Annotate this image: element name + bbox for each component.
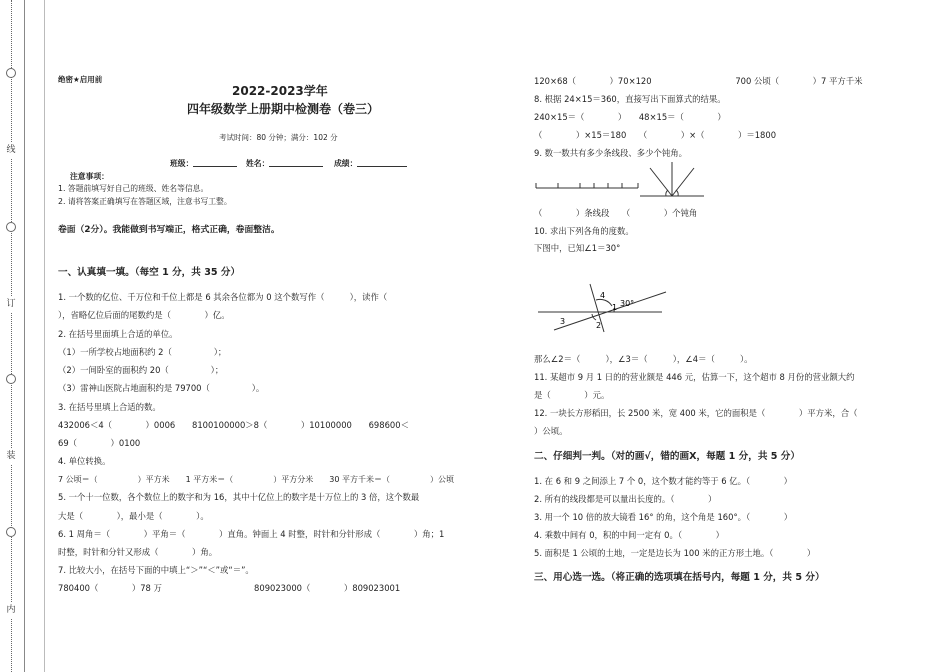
question-line: 780400（ ）78 万 809023000（ ）809023001 xyxy=(58,583,401,593)
question-line: 4. 单位转换。 xyxy=(58,456,111,466)
question-line: （2）一间卧室的面积约 20（ ）； xyxy=(58,365,224,375)
angle-label-4: 4 xyxy=(600,291,606,300)
notes-heading: 注意事项： xyxy=(70,172,109,181)
page-border-line xyxy=(44,0,45,672)
question-line: 大是（ ），最小是（ ）。 xyxy=(58,511,209,521)
angle-arc xyxy=(596,299,612,306)
question-line: 时整，时针和分针又形成（ ）角。 xyxy=(58,547,218,557)
page-title: 四年级数学上册期中检测卷（卷三） xyxy=(187,102,380,116)
class-blank[interactable] xyxy=(193,157,237,167)
neatness-note: 卷面（2分）。我能做到书写端正，格式正确，卷面整洁。 xyxy=(58,225,280,235)
segment-figure xyxy=(534,178,644,194)
binding-margin xyxy=(0,0,24,672)
question-line: 12. 一块长方形稻田，长 2500 米，宽 400 米，它的面积是（ ）平方米，合（ xyxy=(534,408,858,418)
judge-item: 2. 所有的线段都是可以量出长度的。（ ） xyxy=(534,494,717,504)
name-field[interactable] xyxy=(246,157,323,169)
question-line: 9. 数一数共有多少条线段、多少个钝角。 xyxy=(534,148,688,158)
question-line: 7. 比较大小，在括号下面的中填上“＞”“＜”或“＝”。 xyxy=(58,565,254,575)
binding-hole xyxy=(6,374,16,384)
angle-label-3: 3 xyxy=(560,317,566,326)
binding-hole xyxy=(6,68,16,78)
binding-mark-xian: 线 xyxy=(3,142,19,158)
question-line: 10. 求出下列各角的度数。 xyxy=(534,226,634,236)
angle-arc xyxy=(676,190,678,196)
question-line: （ ）条线段 （ ）个钝角 xyxy=(534,208,698,218)
angle-arc xyxy=(592,314,596,320)
binding-solid-line xyxy=(24,0,25,672)
name-blank[interactable] xyxy=(269,157,323,167)
question-line: 2. 在括号里面填上合适的单位。 xyxy=(58,329,178,339)
question-line: 69（ ）0100 xyxy=(58,438,141,448)
section-3-title: 三、用心选一选。（将正确的选项填在括号内，每题 1 分，共 5 分） xyxy=(534,572,825,583)
section-1-title: 一、认真填一填。（每空 1 分，共 35 分） xyxy=(58,267,241,278)
question-line: （1）一所学校占地面积约 2（ ）； xyxy=(58,347,227,357)
score-label: 成绩： xyxy=(334,159,358,168)
question-line: 432006＜4（ ）0006 8100100000＞8（ ）10100000 698600＜ xyxy=(58,420,409,430)
note-item: 1. 答题前填写好自己的班级、姓名等信息。 xyxy=(58,184,209,193)
question-line: ）公顷。 xyxy=(534,426,568,436)
binding-mark-ding: 订 xyxy=(3,296,19,312)
question-line: 那么∠2＝（ ），∠3＝（ ），∠4＝（ ）。 xyxy=(534,354,753,364)
section-2-title: 二、仔细判一判。（对的画√，错的画X，每题 1 分，共 5 分） xyxy=(534,451,800,462)
class-label: 班级： xyxy=(170,159,194,168)
class-field[interactable] xyxy=(170,157,237,169)
right-ray xyxy=(672,168,694,196)
question-line: 下图中，已知∠1＝30° xyxy=(534,243,621,253)
name-label: 姓名： xyxy=(246,159,270,168)
binding-hole xyxy=(6,527,16,537)
exam-meta: 考试时间：80 分钟；满分：102 分 xyxy=(219,133,338,142)
angle-label-2: 2 xyxy=(596,321,602,330)
left-ray xyxy=(650,168,672,196)
question-line: 8. 根据 24×15＝360，直接写出下面算式的结果。 xyxy=(534,94,726,104)
question-line: 1. 一个数的亿位、千万位和千位上都是 6 其余各位都为 0 这个数写作（ ），读作（ xyxy=(58,292,388,302)
question-line: 7 公顷＝（ ）平方米 1 平方米＝（ ）平方分米 30 平方千米＝（ ）公顷 xyxy=(58,475,454,484)
question-line: 5. 一个十一位数，各个数位上的数字和为 16，其中十亿位上的数字是十万位上的 3 倍，这个数最 xyxy=(58,492,420,502)
question-line: （3）雷神山医院占地面积约是 79700（ ）。 xyxy=(58,383,265,393)
note-item: 2. 请将答案正确填写在答题区域，注意书写工整。 xyxy=(58,197,232,206)
score-blank[interactable] xyxy=(357,157,407,167)
question-line: 120×68（ ）70×120 700 公顷（ ）7 平方千米 xyxy=(534,76,863,86)
question-line: 3. 在括号里填上合适的数。 xyxy=(58,402,161,412)
question-line: 6. 1 周角＝（ ）平角＝（ ）直角。钟面上 4 时整，时针和分针形成（ ）角；1 xyxy=(58,529,445,539)
binding-dotted-line xyxy=(11,0,12,672)
angle-arc xyxy=(666,190,668,196)
binding-mark-nei: 内 xyxy=(3,602,19,618)
obtuse-angle-figure xyxy=(636,160,708,202)
judge-item: 4. 乘数中间有 0，积的中间一定有 0。（ ） xyxy=(534,530,724,540)
question-line: ），省略亿位后面的尾数约是（ ）亿。 xyxy=(58,310,230,320)
question-line: 240×15＝（ ） 48×15＝（ ） xyxy=(534,112,726,122)
judge-item: 5. 面积是 1 公顷的土地，一定是边长为 100 米的正方形土地。（ ） xyxy=(534,548,816,558)
score-field[interactable] xyxy=(334,157,407,169)
judge-item: 1. 在 6 和 9 之间添上 7 个 0，这个数才能约等于 6 亿。（ ） xyxy=(534,476,793,486)
judge-item: 3. 用一个 10 倍的放大镜看 16° 的角，这个角是 160°。（ ） xyxy=(534,512,793,522)
slanted-line xyxy=(554,292,666,330)
question-line: （ ）×15＝180 （ ）×（ ）＝1800 xyxy=(534,130,777,140)
angle-figure xyxy=(534,280,674,336)
exam-year: 2022-2023学年 xyxy=(232,84,328,98)
secret-label: 绝密★启用前 xyxy=(58,75,103,84)
question-line: 11. 某超市 9 月 1 日的的营业额是 446 元，估算一下，这个超市 8 月份的营业额大约 xyxy=(534,372,855,382)
angle-label-1: 1 xyxy=(612,303,618,312)
angle-label-degrees: 30° xyxy=(620,299,635,308)
question-line: 是（ ）元。 xyxy=(534,390,610,400)
binding-hole xyxy=(6,222,16,232)
binding-mark-zhuang: 装 xyxy=(3,448,19,464)
